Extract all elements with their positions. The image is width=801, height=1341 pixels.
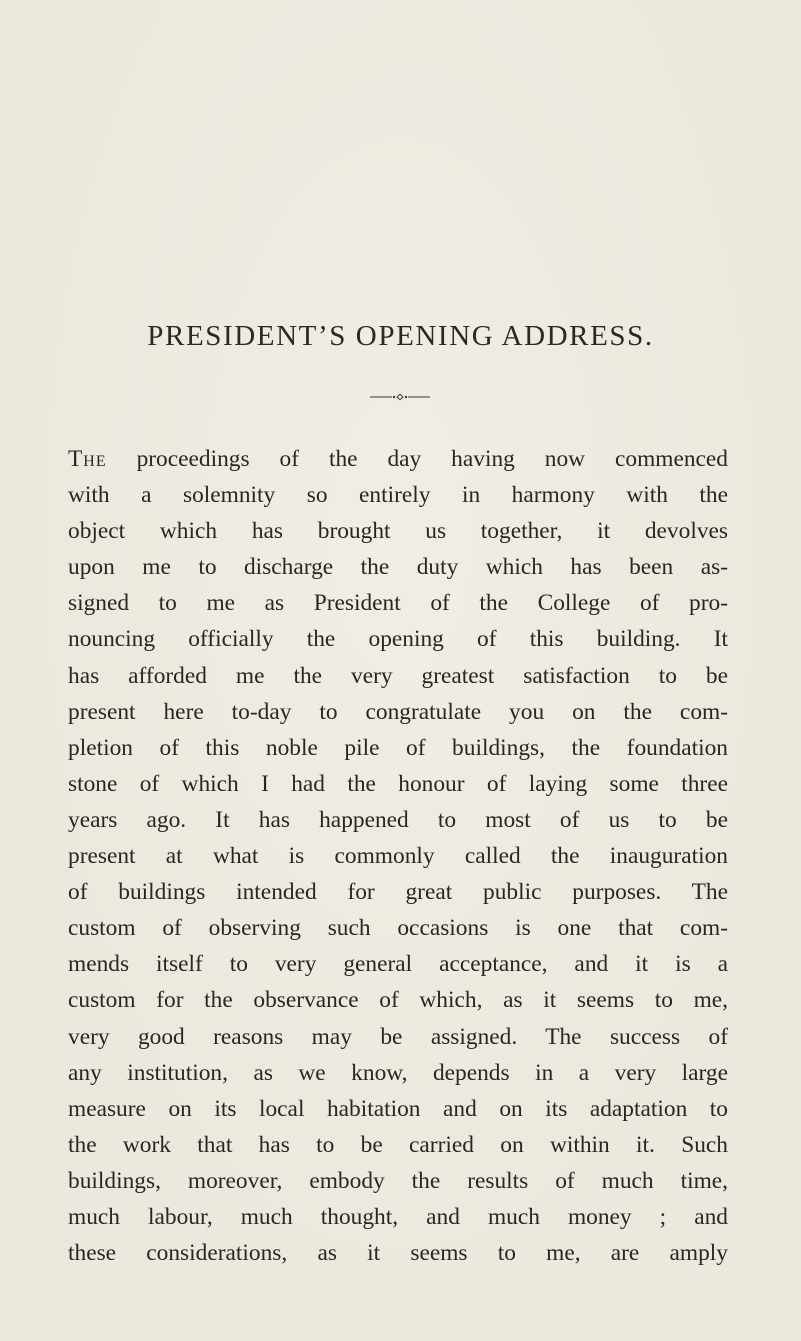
text-line-4: upon me to discharge the duty which has been as-: [68, 554, 728, 581]
first-word: The: [68, 446, 107, 472]
text-line-20: the work that has to be carried on within it. Such: [68, 1131, 728, 1158]
text-line-21: buildings, moreover, embody the results of much time,: [68, 1167, 728, 1194]
text-line-7: has afforded me the very greatest satisfaction to be: [68, 662, 728, 689]
text-line-8: present here to-day to congratulate you on the com-: [68, 698, 728, 725]
ornament-divider: [370, 393, 430, 401]
text-line-15: mends itself to very general acceptance, and it is a: [68, 951, 728, 978]
text-line-1: The proceedings of the day having now commenced: [68, 446, 728, 472]
text-line-5: signed to me as President of the College of pro-: [68, 590, 728, 617]
page-title: PRESIDENT’S OPENING ADDRESS.: [147, 320, 654, 352]
text-line-9: pletion of this noble pile of buildings, the foundation: [68, 734, 728, 761]
body-paragraph: [68, 441, 728, 1271]
text-line-16: custom for the observance of which, as it seems to me,: [68, 987, 728, 1014]
text-line-11: years ago. It has happened to most of us to be: [68, 806, 728, 833]
text-line-3: object which has brought us together, it devolves: [68, 518, 728, 545]
text-line-2: with a solemnity so entirely in harmony with the: [68, 482, 728, 509]
text-line-19: measure on its local habitation and on its adaptation to: [68, 1095, 728, 1122]
text-line-18: any institution, as we know, depends in a very large: [68, 1059, 728, 1086]
text-line-17: very good reasons may be assigned. The success of: [68, 1023, 728, 1050]
text-line-13: of buildings intended for great public purposes. The: [68, 879, 728, 906]
text-line-22: much labour, much thought, and much money ; and: [68, 1203, 728, 1230]
text-line-12: present at what is commonly called the inauguration: [68, 843, 728, 870]
text-line-10: stone of which I had the honour of laying some three: [68, 770, 728, 797]
text-line-14: custom of observing such occasions is one that com-: [68, 915, 728, 942]
text-line-23: these considerations, as it seems to me, are amply: [68, 1240, 728, 1267]
text-line-6: nouncing officially the opening of this building. It: [68, 626, 728, 653]
